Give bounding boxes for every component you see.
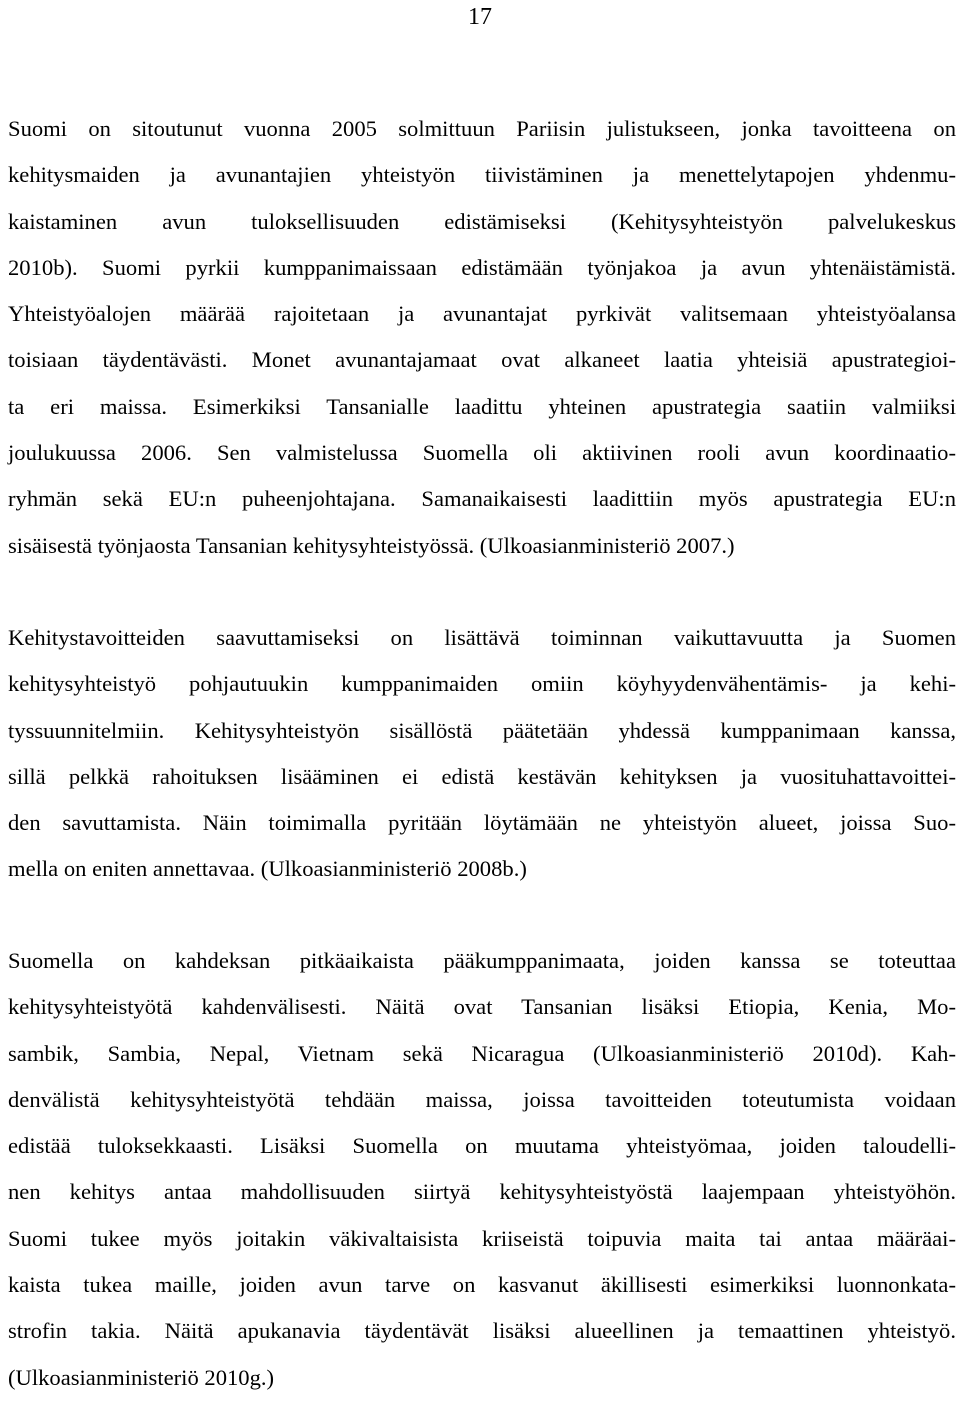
text-line: Suomella on kahdeksan pitkäaikaista pääkumppanimaata, joiden kanssa se toteuttaa bbox=[8, 948, 956, 973]
text-line: sambik, Sambia, Nepal, Vietnam sekä Nicaragua (Ulkoasianministeriö 2010d). Kah- bbox=[8, 1040, 956, 1066]
page-number: 17 bbox=[468, 4, 492, 30]
text-line: toisiaan täydentävästi. Monet avunantajamaat ovat alkaneet laatia yhteisiä apustrategioi- bbox=[8, 347, 956, 373]
text-line: mella on eniten annettavaa. (Ulkoasianministeriö 2008b.) bbox=[8, 856, 527, 882]
paragraph-1 bbox=[8, 106, 956, 569]
paragraph-3 bbox=[8, 938, 956, 1401]
text-line: (Ulkoasianministeriö 2010g.) bbox=[8, 1364, 275, 1390]
text-line: kaista tukea maille, joiden avun tarve on kasvanut äkillisesti esimerkiksi luonnonkata- bbox=[8, 1272, 956, 1298]
text-line: Yhteistyöalojen määrää rajoitetaan ja avunantajat pyrkivät valitsemaan yhteistyöalansa bbox=[8, 301, 956, 327]
text-line: sisäisestä työnjaosta Tansanian kehitysyhteistyössä. (Ulkoasianministeriö 2007.) bbox=[8, 532, 735, 558]
text-line: den savuttamista. Näin toimimalla pyritään löytämään ne yhteistyön alueet, joissa Suo- bbox=[8, 810, 956, 836]
text-line: joulukuussa 2006. Sen valmistelussa Suomella oli aktiivinen rooli avun koordinaatio- bbox=[8, 440, 956, 466]
text-line: Kehitystavoitteiden saavuttamiseksi on lisättävä toiminnan vaikuttavuutta ja Suomen bbox=[8, 625, 956, 650]
text-line: sillä pelkkä rahoituksen lisääminen ei edistä kestävän kehityksen ja vuosituhattavoittei- bbox=[8, 763, 956, 789]
text-line: kehitysyhteistyö pohjautuukin kumppanimaiden omiin köyhyydenvähentämis- ja kehi- bbox=[8, 671, 956, 697]
text-line: tyssuunnitelmiin. Kehitysyhteistyön sisällöstä päätetään yhdessä kumppanimaan kanssa, bbox=[8, 717, 956, 743]
text-line: edistää tuloksekkaasti. Lisäksi Suomella on muutama yhteistyömaa, joiden taloudelli- bbox=[8, 1133, 956, 1159]
text-line: Suomi on sitoutunut vuonna 2005 solmittuun Pariisin julistukseen, jonka tavoitteena on bbox=[8, 116, 956, 141]
text-line: ryhmän sekä EU:n puheenjohtajana. Samanaikaisesti laadittiin myös apustrategia EU:n bbox=[8, 486, 956, 512]
text-line: nen kehitys antaa mahdollisuuden siirtyä kehitysyhteistyöstä laajempaan yhteistyöhön. bbox=[8, 1179, 956, 1205]
text-line: ta eri maissa. Esimerkiksi Tansanialle laadittu yhteinen apustrategia saatiin valmiiksi bbox=[8, 393, 956, 419]
text-line: kaistaminen avun tuloksellisuuden edistämiseksi (Kehitysyhteistyön palvelukeskus bbox=[8, 208, 956, 234]
text-line: denvälistä kehitysyhteistyötä tehdään maissa, joissa tavoitteiden toteutumista voidaan bbox=[8, 1086, 956, 1112]
text-line: Suomi tukee myös joitakin väkivaltaisista kriiseistä toipuvia maita tai antaa määräai- bbox=[8, 1225, 956, 1251]
paragraph-2 bbox=[8, 615, 956, 893]
text-line: kehitysyhteistyötä kahdenvälisesti. Näitä ovat Tansanian lisäksi Etiopia, Kenia, Mo- bbox=[8, 994, 956, 1020]
text-line: strofin takia. Näitä apukanavia täydentävät lisäksi alueellinen ja temaattinen yhteistyö. bbox=[8, 1318, 956, 1344]
text-line: 2010b). Suomi pyrkii kumppanimaissaan edistämään työnjakoa ja avun yhtenäistämistä. bbox=[8, 254, 956, 280]
text-line: kehitysmaiden ja avunantajien yhteistyön tiivistäminen ja menettelytapojen yhdenmu- bbox=[8, 162, 956, 188]
